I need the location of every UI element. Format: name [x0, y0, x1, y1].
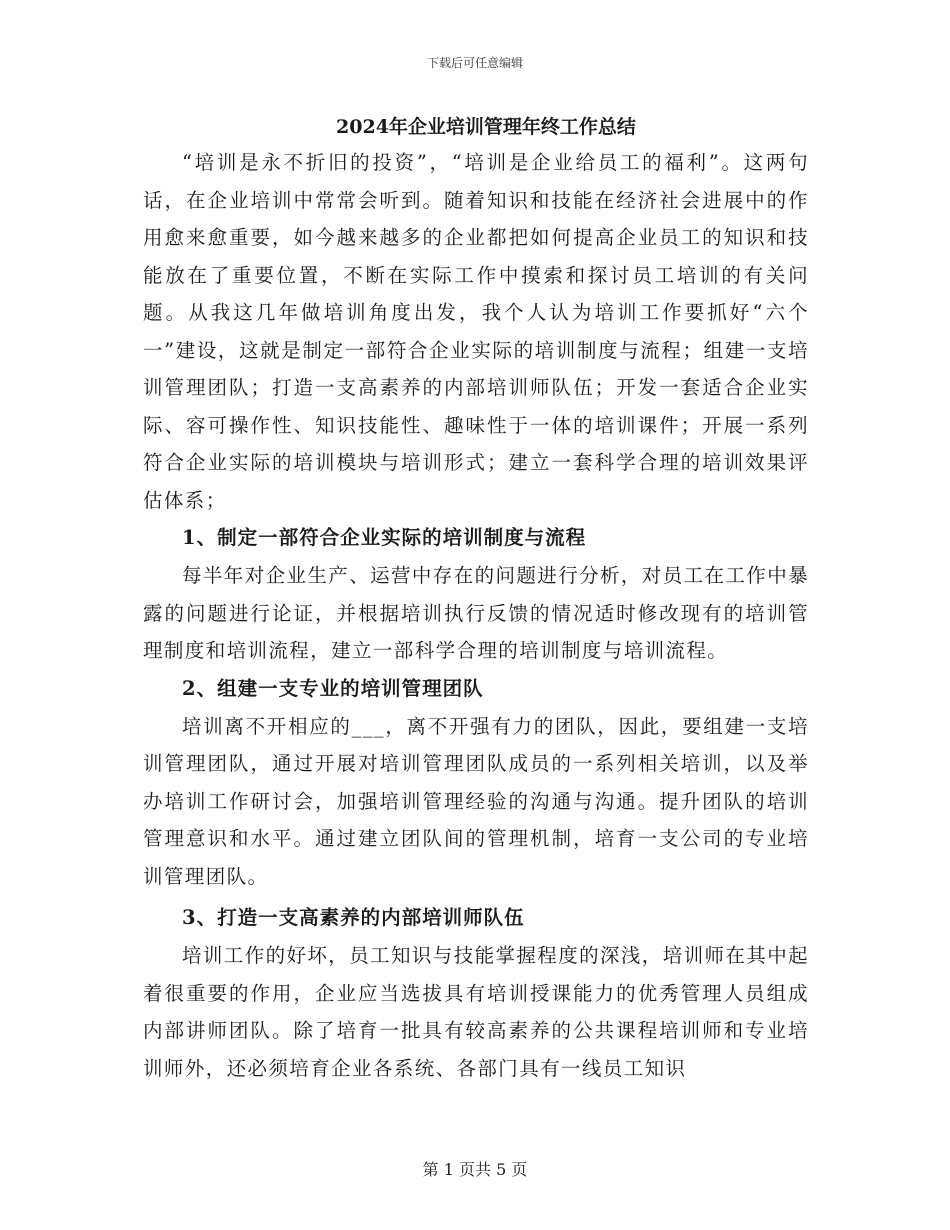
section-heading-2: 2、组建一支专业的培训管理团队 — [182, 676, 484, 700]
document-title: 2024年企业培训管理年终工作总结 — [336, 116, 636, 138]
page-number-footer: 第 1 页共 5 页 — [422, 1160, 528, 1179]
page-header-note: 下载后可任意编辑 — [426, 56, 523, 70]
section-heading-1: 1、制定一部符合企业实际的培训制度与流程 — [182, 526, 587, 549]
section-body-2: 培训离不开相应的___，离不开强有力的团队，因此，要组建一支培训管理团队，通过开展对培训管理团队成员的一系列相关培训，以及举办培训工作研讨会，加强培训管理经验的沟通与沟通。提升团队的培训管理意识和水平。通过建立团队间的管理机制，培育一支公司的专业培训管理团队。 — [143, 714, 809, 888]
intro-paragraph: “培训是永不折旧的投资”，“培训是企业给员工的福利”。这两句话，在企业培训中常常会听到。随着知识和技能在经济社会进展中的作用愈来愈重要，如今越来越多的企业都把如何提高企业员工的知识和技能放在了重要位置，不断在实际工作中摸索和探讨员工培训的有关问题。从我这几年做培训角度出发，我个人认为培训工作要抓好“六个一”建设，这就是制定一部符合企业实际的培训制度与流程；组建一支培训管理团队；打造一支高素养的内部培训师队伍；开发一套适合企业实际、容可操作性、知识技能性、趣味性于一体的培训课件；开展一系列符合企业实际的培训模块与培训形式；建立一套科学合理的培训效果评估体系； — [143, 151, 809, 512]
section-body-3: 培训工作的好坏，员工知识与技能掌握程度的深浅，培训师在其中起着很重要的作用，企业应当选拔具有培训授课能力的优秀管理人员组成内部讲师团队。除了培育一批具有较高素养的公共课程培训师和专业培训师外，还必须培育企业各系统、各部门具有一线员工知识 — [143, 944, 810, 1080]
section-body-1: 每半年对企业生产、运营中存在的问题进行分析，对员工在工作中暴露的问题进行论证，并根据培训执行反馈的情况适时修改现有的培训管理制度和培训流程，建立一部科学合理的培训制度与培训流程。 — [143, 564, 810, 662]
document-body — [143, 112, 809, 1087]
section-heading-3: 3、打造一支高素养的内部培训师队伍 — [182, 906, 525, 929]
